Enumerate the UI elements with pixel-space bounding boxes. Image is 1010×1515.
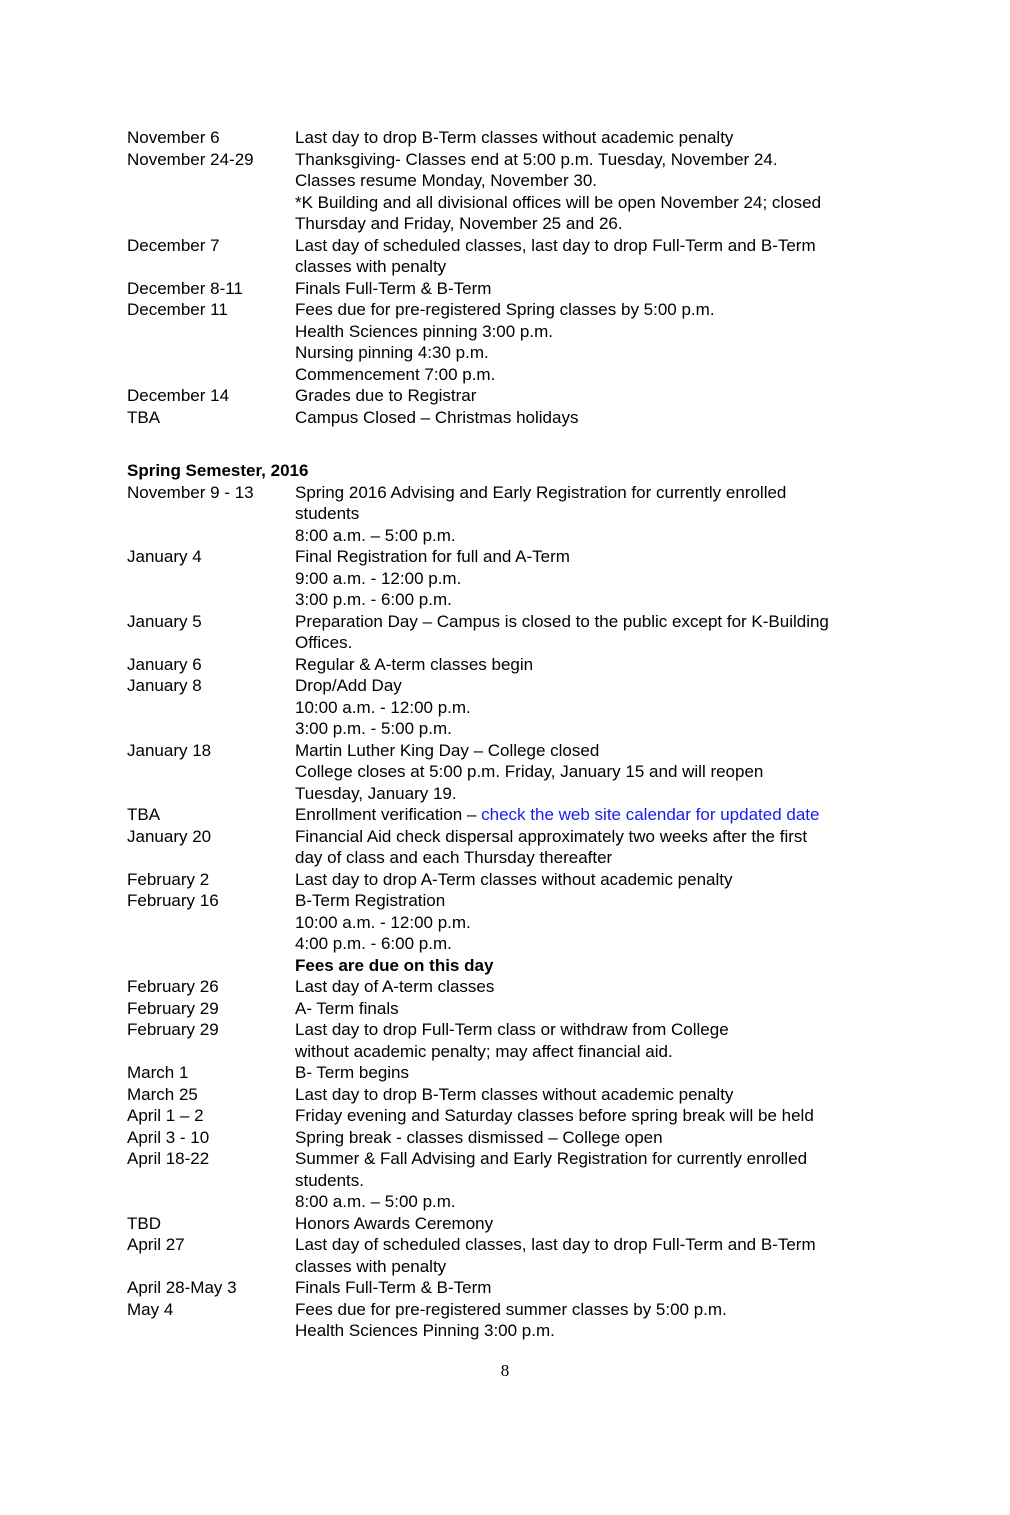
- event-line: Fees due for pre-registered summer classes by 5:00 p.m.: [295, 1299, 727, 1319]
- event-date: April 1 – 2: [127, 1106, 204, 1125]
- calendar-row: [127, 976, 897, 998]
- event-line: Last day to drop B-Term classes without academic penalty: [295, 128, 734, 147]
- event-description: [295, 1299, 897, 1342]
- calendar-row: [127, 278, 897, 300]
- event-line: Drop/Add Day: [295, 676, 402, 695]
- event-date: December 7: [127, 235, 220, 255]
- event-date: January 6: [127, 654, 202, 674]
- event-line: Last day to drop Full-Term class or withdraw from College: [295, 1020, 729, 1039]
- event-date: January 8: [127, 676, 202, 695]
- fall-semester-list: [127, 127, 897, 428]
- event-line: Commencement 7:00 p.m.: [295, 364, 496, 384]
- event-line: *K Building and all divisional offices will be open November 24; closed: [295, 192, 822, 212]
- event-description: [295, 804, 897, 826]
- event-line: 10:00 a.m. - 12:00 p.m.: [295, 912, 471, 932]
- event-date: April 3 - 10: [127, 1127, 210, 1147]
- event-date: November 9 - 13: [127, 482, 254, 502]
- event-description: [295, 1127, 897, 1149]
- calendar-row: [127, 1213, 897, 1235]
- calendar-row: [127, 1062, 897, 1084]
- event-line: students.: [295, 1170, 364, 1190]
- event-line: Regular & A-term classes begin: [295, 654, 534, 674]
- event-line: Offices.: [295, 633, 353, 652]
- calendar-row: [127, 1299, 897, 1342]
- event-description: [295, 385, 897, 407]
- event-description: [295, 890, 897, 976]
- event-line: Tuesday, January 19.: [295, 783, 457, 803]
- event-line: Finals Full-Term & B-Term: [295, 278, 492, 298]
- calendar-row: [127, 407, 897, 429]
- calendar-row: [127, 385, 897, 407]
- fees-due-note: Fees are due on this day: [295, 955, 494, 975]
- event-line: Enrollment verification –: [295, 805, 482, 824]
- event-line: Friday evening and Saturday classes before spring break will be held: [295, 1106, 814, 1125]
- event-line: 10:00 a.m. - 12:00 p.m.: [295, 697, 471, 717]
- event-line: College closes at 5:00 p.m. Friday, January 15 and will reopen: [295, 762, 764, 781]
- event-line: Last day of scheduled classes, last day to drop Full-Term and B-Term: [295, 235, 816, 255]
- event-line: 8:00 a.m. – 5:00 p.m.: [295, 525, 456, 545]
- event-line: classes with penalty: [295, 257, 447, 276]
- event-date: December 14: [127, 386, 230, 405]
- event-description: [295, 1084, 897, 1106]
- event-line: Finals Full-Term & B-Term: [295, 1278, 492, 1297]
- event-description: [295, 675, 897, 740]
- event-date: January 20: [127, 826, 212, 846]
- event-line: Thursday and Friday, November 25 and 26.: [295, 214, 623, 233]
- calendar-row: [127, 1127, 897, 1149]
- event-date: February 29: [127, 1020, 219, 1039]
- event-line: day of class and each Thursday thereafter: [295, 848, 613, 867]
- calendar-link[interactable]: check the web site calendar for updated date: [481, 805, 820, 824]
- event-description: [295, 299, 897, 385]
- section-gap: [127, 428, 897, 460]
- event-line: Fees due for pre-registered Spring classes by 5:00 p.m.: [295, 300, 715, 319]
- event-line: A- Term finals: [295, 998, 399, 1018]
- event-description: [295, 235, 897, 278]
- event-date: February 16: [127, 891, 219, 910]
- calendar-row: [127, 804, 897, 826]
- event-description: [295, 740, 897, 805]
- calendar-content: [127, 127, 897, 1342]
- event-description: [295, 149, 897, 235]
- event-description: [295, 1277, 897, 1299]
- event-line: 8:00 a.m. – 5:00 p.m.: [295, 1192, 456, 1211]
- calendar-row: [127, 235, 897, 278]
- event-date: November 24-29: [127, 149, 254, 169]
- event-line: Spring break - classes dismissed – College open: [295, 1127, 663, 1147]
- event-line: 3:00 p.m. - 5:00 p.m.: [295, 719, 452, 738]
- event-line: Financial Aid check dispersal approximately two weeks after the first: [295, 826, 808, 846]
- event-line: Health Sciences pinning 3:00 p.m.: [295, 321, 553, 341]
- calendar-row: [127, 654, 897, 676]
- event-line: Thanksgiving- Classes end at 5:00 p.m. Tuesday, November 24.: [295, 149, 778, 169]
- event-line: B-Term Registration: [295, 891, 446, 910]
- event-line: students: [295, 504, 360, 523]
- event-date: January 4: [127, 547, 202, 566]
- event-line: Summer & Fall Advising and Early Registration for currently enrolled: [295, 1149, 808, 1168]
- calendar-row: [127, 546, 897, 611]
- event-line: 4:00 p.m. - 6:00 p.m.: [295, 934, 452, 953]
- event-line: B- Term begins: [295, 1063, 410, 1082]
- event-line: Preparation Day – Campus is closed to the public except for K-Building: [295, 611, 829, 631]
- event-date: December 11: [127, 300, 228, 319]
- event-description: [295, 1234, 897, 1277]
- event-line: Nursing pinning 4:30 p.m.: [295, 343, 489, 362]
- event-date: April 18-22: [127, 1149, 210, 1168]
- event-date: TBA: [127, 805, 161, 824]
- event-date: January 18: [127, 740, 212, 760]
- event-line: Last day to drop B-Term classes without academic penalty: [295, 1084, 734, 1104]
- event-date: February 26: [127, 977, 219, 996]
- event-description: [295, 1148, 897, 1213]
- event-date: April 27: [127, 1235, 185, 1254]
- event-description: [295, 998, 897, 1020]
- event-line: without academic penalty; may affect financial aid.: [295, 1041, 673, 1061]
- event-line: classes with penalty: [295, 1256, 447, 1276]
- event-line: 9:00 a.m. - 12:00 p.m.: [295, 568, 462, 588]
- event-description: [295, 1062, 897, 1084]
- event-line: Final Registration for full and A-Term: [295, 547, 570, 566]
- event-line: Grades due to Registrar: [295, 386, 477, 405]
- event-description: [295, 482, 897, 547]
- event-date: April 28-May 3: [127, 1278, 237, 1297]
- event-line: Health Sciences Pinning 3:00 p.m.: [295, 1321, 555, 1340]
- event-line: Last day to drop A-Term classes without academic penalty: [295, 869, 733, 889]
- event-description: [295, 826, 897, 869]
- spring-semester-heading: Spring Semester, 2016: [127, 461, 309, 480]
- calendar-row: [127, 869, 897, 891]
- event-description: [295, 1213, 897, 1235]
- calendar-row: [127, 890, 897, 976]
- event-line: Classes resume Monday, November 30.: [295, 171, 598, 190]
- calendar-row: [127, 1105, 897, 1127]
- calendar-row: [127, 1019, 897, 1062]
- event-date: November 6: [127, 128, 220, 147]
- event-description: [295, 278, 897, 300]
- event-line: Honors Awards Ceremony: [295, 1213, 494, 1233]
- calendar-row: [127, 127, 897, 149]
- event-description: [295, 654, 897, 676]
- calendar-row: [127, 611, 897, 654]
- event-line: Martin Luther King Day – College closed: [295, 740, 600, 760]
- event-description: [295, 1105, 897, 1127]
- event-description: [295, 869, 897, 891]
- calendar-row: [127, 740, 897, 805]
- calendar-row: [127, 482, 897, 547]
- event-date: May 4: [127, 1299, 174, 1319]
- event-description: [295, 546, 897, 611]
- calendar-row: [127, 299, 897, 385]
- calendar-row: [127, 998, 897, 1020]
- event-date: TBD: [127, 1213, 161, 1233]
- event-line: 3:00 p.m. - 6:00 p.m.: [295, 590, 452, 609]
- calendar-row: [127, 826, 897, 869]
- event-description: [295, 407, 897, 429]
- event-date: March 1: [127, 1063, 189, 1082]
- event-line: Last day of scheduled classes, last day to drop Full-Term and B-Term: [295, 1235, 816, 1254]
- event-description: [295, 976, 897, 998]
- calendar-row: [127, 1148, 897, 1213]
- event-description: [295, 1019, 897, 1062]
- event-date: February 29: [127, 998, 219, 1018]
- event-description: [295, 611, 897, 654]
- event-date: January 5: [127, 611, 202, 631]
- event-line: Last day of A-term classes: [295, 977, 495, 996]
- event-line: Campus Closed – Christmas holidays: [295, 407, 579, 427]
- calendar-row: [127, 1234, 897, 1277]
- calendar-row: [127, 1084, 897, 1106]
- event-date: December 8-11: [127, 278, 243, 298]
- spring-semester-list: [127, 482, 897, 1342]
- page-number: 8: [500, 1361, 510, 1380]
- calendar-row: [127, 149, 897, 235]
- event-description: [295, 127, 897, 149]
- event-date: March 25: [127, 1084, 198, 1104]
- event-date: February 2: [127, 869, 210, 889]
- calendar-row: [127, 675, 897, 740]
- event-line: Spring 2016 Advising and Early Registration for currently enrolled: [295, 482, 787, 502]
- event-date: TBA: [127, 407, 161, 427]
- calendar-row: [127, 1277, 897, 1299]
